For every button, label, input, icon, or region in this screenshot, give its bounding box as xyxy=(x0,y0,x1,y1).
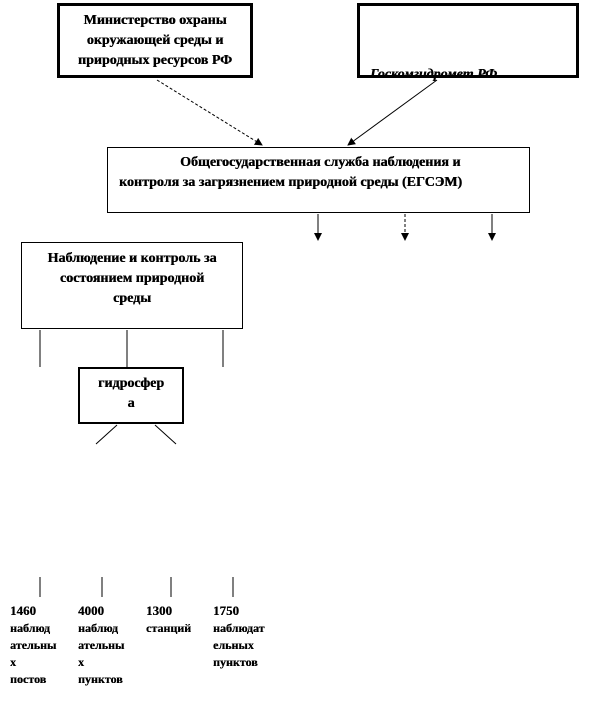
ministry-box xyxy=(57,3,253,78)
stat-text-line: пунктов xyxy=(78,672,123,686)
stat-number: 1300 xyxy=(146,603,172,618)
hydro-diag-right xyxy=(155,425,176,444)
stat-text-line: станций xyxy=(146,621,192,635)
stat-points xyxy=(78,601,124,688)
egsem-line-1: Общегосударственная служба наблюдения и xyxy=(180,155,461,170)
observation-line-1: Наблюдение и контроль за xyxy=(47,251,217,266)
hydro-diag-left xyxy=(96,425,117,444)
stat-text-line: ательны xyxy=(78,638,125,652)
observation-line-3: среды xyxy=(112,291,152,306)
hydromet-to-egsem-arrow xyxy=(348,80,437,145)
stat-text-line: наблюд xyxy=(78,621,118,635)
egsem-line-2: контроля за загрязнением природной среды (ЕГСЭМ) xyxy=(119,175,463,190)
observation-line-2: состоянием природной xyxy=(59,271,205,286)
stat-text-line: х xyxy=(10,655,16,669)
stat-text-line: постов xyxy=(10,672,47,686)
stat-number: 4000 xyxy=(78,603,104,618)
hydrosphere-line-1: гидросфер xyxy=(97,376,164,391)
hydromet-label: Госкомгидромет РФ xyxy=(370,67,498,82)
stat-stations xyxy=(146,601,191,637)
stat-number: 1750 xyxy=(213,603,239,618)
stat-number: 1460 xyxy=(10,603,36,618)
stat-text-line: х xyxy=(78,655,84,669)
stat-text-line: наблюдат xyxy=(213,621,265,635)
stat-text-line: ательны xyxy=(10,638,57,652)
ministry-line-3: природных ресурсов РФ xyxy=(77,53,233,68)
stat-text-line: наблюд xyxy=(10,621,50,635)
hydrosphere-line-2: а xyxy=(127,396,135,411)
ministry-line-1: Министерство охраны xyxy=(83,13,227,28)
stat-text-line: пунктов xyxy=(213,655,258,669)
observation-box xyxy=(21,242,243,329)
hydromet-box xyxy=(357,3,579,82)
ministry-line-2: окружающей среды и xyxy=(86,33,224,48)
hydrosphere-box xyxy=(78,367,184,424)
ministry-to-egsem-arrow xyxy=(157,80,262,145)
stat-text-line: ельных xyxy=(213,638,254,652)
stat-observation-points xyxy=(213,601,265,671)
egsem-box xyxy=(107,147,530,213)
stat-posts xyxy=(10,601,56,688)
